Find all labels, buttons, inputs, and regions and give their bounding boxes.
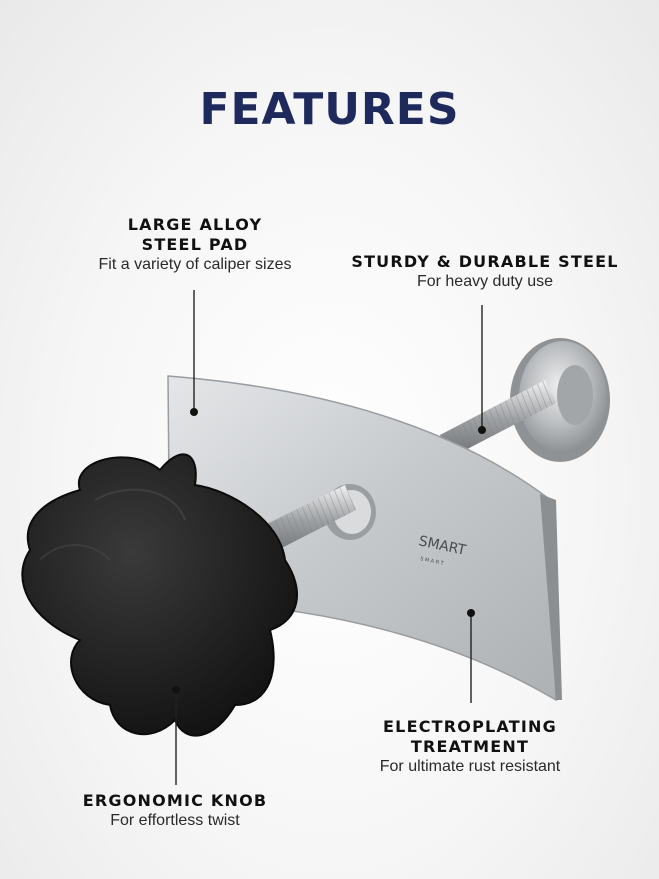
feature-heading: TREATMENT (410, 737, 530, 756)
feature-subtitle: Fit a variety of caliper sizes (98, 256, 292, 273)
feature-ergonomic-knob (60, 791, 290, 831)
feature-electroplating-treatment (330, 717, 610, 777)
feature-heading: STEEL PAD (141, 235, 249, 254)
feature-heading: ELECTROPLATING (383, 717, 557, 736)
feature-sturdy-durable-steel (340, 252, 630, 292)
feature-subtitle: For effortless twist (110, 812, 240, 829)
feature-heading: ERGONOMIC KNOB (82, 791, 268, 810)
brand-logo-text: SMART (417, 533, 468, 559)
feature-large-alloy-steel-pad (60, 215, 330, 275)
brand-logo-subtext: S M A R T (419, 556, 445, 567)
feature-subtitle: For heavy duty use (416, 273, 554, 290)
feature-subtitle: For ultimate rust resistant (379, 758, 561, 775)
page-title: FEATURES (199, 84, 460, 135)
feature-heading: STURDY & DURABLE STEEL (351, 252, 619, 271)
feature-heading: LARGE ALLOY (127, 215, 263, 234)
